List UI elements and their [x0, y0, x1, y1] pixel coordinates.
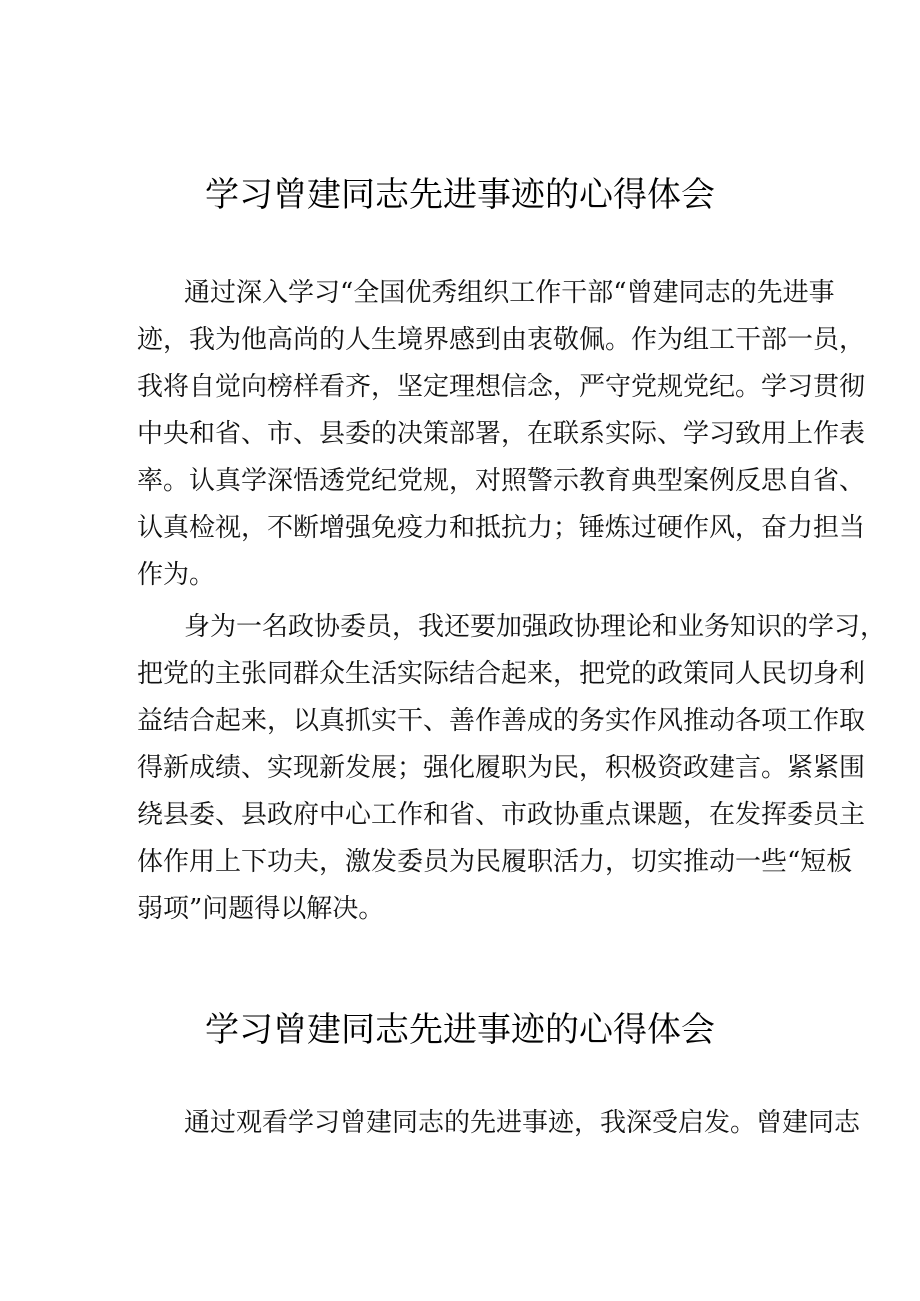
- text-line: 把党的主张同群众生活实际结合起来，把党的政策同人民切身利: [137, 659, 866, 689]
- section-2-title: 学习曾建同志先进事迹的心得体会: [205, 1010, 715, 1050]
- text-line: 益结合起来，以真抓实干、善作善成的务实作风推动各项工作取: [137, 706, 866, 736]
- text-line: 作为。: [137, 560, 216, 590]
- text-line: 身为一名政协委员，我还要加强政协理论和业务知识的学习，: [184, 612, 887, 642]
- text-line: 迹，我为他高尚的人生境界感到由衷敬佩。作为组工干部一员，: [137, 325, 866, 355]
- text-line: 体作用上下功夫，激发委员为民履职活力，切实推动一些“短板: [137, 847, 853, 877]
- text-line: 通过观看学习曾建同志的先进事迹，我深受启发。曾建同志: [184, 1108, 861, 1138]
- section-1-title: 学习曾建同志先进事迹的心得体会: [205, 175, 715, 215]
- text-line: 中央和省、市、县委的决策部署，在联系实际、学习致用上作表: [137, 419, 866, 449]
- text-line: 通过深入学习“全国优秀组织工作干部“曾建同志的先进事: [184, 278, 835, 308]
- text-line: 绕县委、县政府中心工作和省、市政协重点课题，在发挥委员主: [137, 800, 866, 830]
- text-line: 率。认真学深悟透党纪党规，对照警示教育典型案例反思自省、: [137, 466, 866, 496]
- section-2-paragraph-1: [137, 1100, 861, 1147]
- text-line: 认真检视，不断增强免疫力和抵抗力；锤炼过硬作风，奋力担当: [137, 513, 866, 543]
- text-line: 我将自觉向榜样看齐，坚定理想信念，严守党规党纪。学习贯彻: [137, 372, 866, 402]
- section-1-paragraph-1: [137, 270, 866, 599]
- text-line: 得新成绩、实现新发展；强化履职为民，积极资政建言。紧紧围: [137, 753, 866, 783]
- text-line: 弱项”问题得以解决。: [137, 894, 385, 924]
- section-1-paragraph-2: [137, 604, 887, 933]
